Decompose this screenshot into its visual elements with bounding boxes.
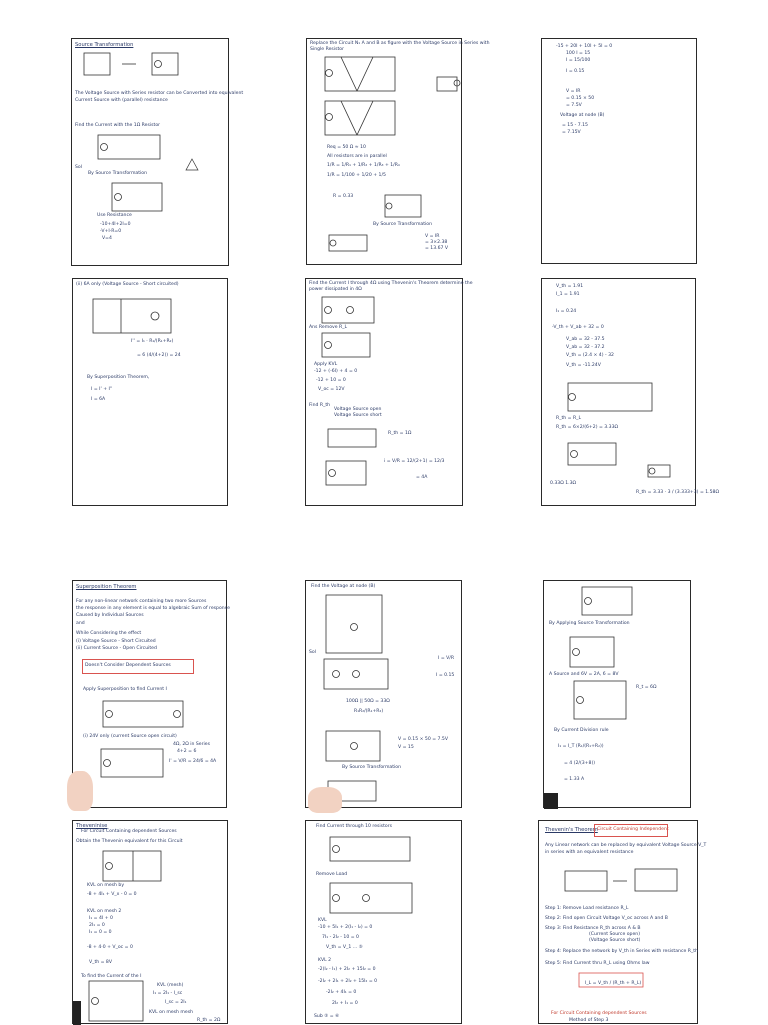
handwritten-note: -8 + 4I₁ + V_x - 0 = 0	[87, 892, 137, 897]
handwritten-note: = 13.67 V	[425, 246, 449, 251]
handwritten-note: Find the Current I through 4Ω using Thevenin's Theorem determine the	[309, 281, 473, 286]
source-symbol	[573, 649, 580, 656]
handwritten-note: -10+4I+2I=0	[100, 222, 131, 227]
handwritten-note: -15 + 20I + 10I + 5I = 0	[556, 44, 613, 49]
finger-thumb	[67, 771, 93, 811]
handwritten-note: Remove Load	[316, 872, 348, 877]
handwritten-note: = 7.15V	[562, 130, 581, 135]
handwritten-note: I = 0.15	[436, 673, 455, 678]
source-symbol	[577, 697, 584, 704]
source-symbol	[92, 998, 99, 1005]
handwritten-note: 100 I = 15	[566, 51, 591, 56]
handwritten-note: Circuit Containing Independent	[597, 827, 669, 832]
handwritten-note: By Source Transformation	[88, 171, 148, 176]
handwritten-note: By Source Transformation	[342, 765, 402, 770]
handwritten-note: i = V/R = 12/(2+1) = 12/3	[384, 459, 445, 464]
handwritten-note: I₁ = 0.24	[556, 309, 577, 314]
handwritten-note: Find the Voltage at node (B)	[311, 584, 376, 589]
source-symbol	[101, 144, 108, 151]
handwritten-note: R_th = 1Ω	[388, 431, 412, 436]
source-symbol	[347, 307, 354, 314]
handwritten-note: (ii) Current Source - Open Circuited	[76, 646, 157, 651]
handwritten-note: R_t = 6Ω	[636, 685, 657, 690]
handwritten-note: I₁ = 0 = 0	[89, 930, 112, 935]
handwritten-note: -12 + (-6I) + 4 = 0	[314, 369, 358, 374]
handwritten-note: R_th = 3.33 · 3 / (3.333+3) = 1.58Ω	[636, 490, 719, 495]
handwritten-note: KVL on mesh by	[87, 883, 125, 888]
wire	[341, 57, 357, 91]
handwritten-note: -V+I·R=0	[100, 229, 122, 234]
handwritten-note: R_th = 6×2/(6+2) = 3.33Ω	[556, 425, 618, 430]
source-symbol	[351, 624, 358, 631]
handwritten-note: For any non-linear network containing two more Sources	[76, 599, 207, 604]
page-thumbnail	[543, 580, 691, 808]
handwritten-note: -12 + 10 = 0	[316, 378, 346, 383]
handwritten-note: V_th = V_1 ... ⑤	[326, 945, 363, 950]
handwritten-note: power dissipated in 4Ω	[309, 287, 362, 292]
handwritten-note: -V_th + V_ab + 32 = 0	[552, 325, 604, 330]
handwritten-note: V = 0.15 × 50 = 7.5V	[398, 737, 448, 742]
handwritten-note: Apply Superposition to find Current I	[83, 687, 167, 692]
circuit-loop	[565, 871, 607, 891]
handwritten-note: Single Resistor	[310, 47, 344, 52]
handwritten-note: KVL on mesh 2	[87, 909, 122, 914]
handwritten-note: Sol	[75, 165, 83, 170]
handwritten-note: the response in any element is equal to algebraic Sum of response	[76, 606, 230, 611]
handwritten-note: = 1.33 A	[564, 777, 585, 782]
handwritten-note: R_th = 2Ω	[197, 1018, 221, 1023]
handwritten-note: I = 0.15	[566, 69, 585, 74]
handwritten-note: 1/R = 1/R₁ + 1/R₂ + 1/R₃ + 1/R₄	[327, 163, 400, 168]
handwritten-note: Thevenin's Theorem	[545, 827, 598, 833]
triangle-symbol	[186, 159, 198, 170]
source-symbol	[325, 342, 332, 349]
handwritten-note: Req = 50 Ω ≈ 10	[327, 145, 366, 150]
handwritten-note: KVL	[318, 918, 327, 923]
page-shadow	[73, 1001, 81, 1025]
page-thumbnail	[72, 278, 228, 506]
circuit-sketch	[544, 581, 690, 807]
source-symbol	[363, 895, 370, 902]
handwritten-note: I_1 = 1.91	[556, 292, 580, 297]
handwritten-note: V_ab = 32 - 37.2	[566, 345, 605, 350]
highlight-box	[82, 659, 194, 674]
handwritten-note: V_ab = 32 - 37.5	[566, 337, 605, 342]
handwritten-note: While Considering the effect	[76, 631, 142, 636]
wire	[357, 57, 373, 91]
source-symbol	[151, 312, 159, 320]
source-symbol	[104, 760, 111, 767]
handwritten-note: I_sc = 2I₁	[165, 1000, 187, 1005]
handwritten-note: Find R_th	[309, 403, 331, 408]
source-symbol	[351, 743, 358, 750]
handwritten-note: = 3×2.38	[425, 240, 448, 245]
page-thumbnail	[305, 278, 473, 506]
finger-thumb	[308, 787, 342, 813]
circuit-loop	[84, 53, 110, 75]
circuit-loop	[330, 837, 410, 861]
handwritten-note: Sol	[309, 650, 317, 655]
page-shadow	[544, 793, 558, 809]
handwritten-note: -8 + 4·0 + V_oc = 0	[87, 945, 133, 950]
handwritten-note: Sub ⑤ = ⑥	[314, 1014, 340, 1019]
handwritten-note: -2I₂ + 2I₁ + 2I₂ + 15I₂ = 0	[318, 979, 378, 984]
handwritten-note: (i) 24V only (current Source open circuit)	[83, 734, 177, 739]
handwritten-note: V = IR	[566, 89, 581, 94]
handwritten-note: (Voltage Source short)	[589, 938, 641, 943]
handwritten-note: Voltage at node (B)	[560, 113, 605, 118]
handwritten-note: For Circuit Containing dependent Sources	[81, 829, 177, 834]
handwritten-note: I = V/R	[438, 656, 455, 661]
source-symbol	[106, 863, 113, 870]
page-thumbnail	[306, 38, 490, 265]
handwritten-note: I' = V/R = 24/6 = 4A	[169, 759, 217, 764]
handwritten-note: Theveninise	[76, 823, 108, 829]
handwritten-note: A Source and 6V = 2A, 6 = 8V	[549, 672, 619, 677]
handwritten-note: -10 + 5I₁ + 2(I₁ - I₂) = 0	[318, 925, 373, 930]
handwritten-note: I = 15/100	[566, 58, 591, 63]
handwritten-note: KVL on mesh mesh	[149, 1010, 194, 1015]
handwritten-note: KVL 2	[318, 958, 332, 963]
handwritten-note: -2I₂ + 4I₁ = 0	[326, 990, 357, 995]
circuit-loop	[328, 429, 376, 447]
handwritten-note: Replace the Circuit N₁ A and B as figure with the Voltage Source in Series with	[310, 41, 490, 46]
handwritten-note: V_th = 1.91	[556, 284, 584, 289]
handwritten-note: Any Linear network can be replaced by equivalent Voltage Source V_T	[545, 843, 707, 848]
handwritten-note: I = I' + I''	[91, 387, 113, 392]
handwritten-note: Step 1: Remove Load resistance R_L	[545, 906, 629, 911]
handwritten-note: By Current Division rule	[554, 728, 609, 733]
handwritten-note: 4+2 = 6	[177, 749, 197, 754]
source-symbol	[326, 70, 333, 77]
handwritten-note: The Voltage Source with Series resistor can be Converted into equivalent	[75, 91, 244, 96]
source-symbol	[174, 711, 181, 718]
handwritten-note: Ans Remove R_L	[309, 325, 348, 330]
handwritten-note: V_th = (2.4 × 4) - 32	[566, 353, 614, 358]
handwritten-note: 0.33Ω 1.3Ω	[550, 481, 577, 486]
handwritten-note: Step 4: Replace the network by V_th in Series with resistance R_th	[545, 949, 698, 954]
handwritten-note: All resistors are in parallel	[327, 154, 387, 159]
handwritten-note: For Circuit Containing dependent Sources	[551, 1011, 647, 1016]
handwritten-note: By Superposition Theorem,	[87, 375, 150, 380]
handwritten-note: Find the Current with the 1Ω Resistor	[75, 123, 161, 128]
handwritten-note: (i) Voltage Source - Short Circuited	[76, 639, 156, 644]
handwritten-note: V = IR	[425, 234, 440, 239]
circuit-sketch	[72, 39, 228, 265]
handwritten-note: V = 15	[398, 745, 414, 750]
source-symbol	[333, 846, 340, 853]
source-symbol	[571, 451, 578, 458]
handwritten-note: Voltage Source open	[334, 407, 382, 412]
circuit-sketch	[73, 821, 227, 1023]
handwritten-note: R = 0.33	[333, 194, 354, 199]
handwritten-note: V_oc = 12V	[318, 387, 345, 392]
source-symbol	[329, 470, 336, 477]
wire	[341, 101, 357, 135]
source-symbol	[333, 895, 340, 902]
handwritten-note: Caused by Individual Sources	[76, 613, 144, 618]
handwritten-note: Source Transformation	[75, 42, 134, 48]
page-thumbnail	[538, 820, 707, 1024]
wire	[357, 101, 373, 135]
handwritten-note: in series with an equivalent resistance	[545, 850, 634, 855]
circuit-loop	[635, 869, 677, 891]
source-symbol	[330, 240, 336, 246]
handwritten-note: V_th = -11.24V	[566, 363, 601, 368]
page-thumbnail	[72, 580, 230, 808]
page-thumbnail	[541, 278, 719, 506]
source-symbol	[326, 114, 333, 121]
handwritten-note: 4Ω, 2Ω in Series	[173, 742, 211, 747]
handwritten-note: = 4 (2/(3+8))	[564, 761, 596, 766]
handwritten-note: Superposition Theorem	[76, 584, 137, 590]
source-symbol	[333, 671, 340, 678]
handwritten-note: 1/R = 1/100 + 1/20 + 1/5	[327, 173, 386, 178]
handwritten-note: KVL (mesh)	[157, 983, 184, 988]
handwritten-note: Step 5: Find Current thru R_L using Ohms law	[545, 961, 650, 966]
handwritten-note: 100Ω || 50Ω = 33Ω	[346, 699, 390, 704]
handwritten-note: 2I₂ + I₁ = 0	[332, 1001, 358, 1006]
handwritten-note: I'' = I₁ · R₁/(R₁+R₂)	[131, 339, 174, 344]
handwritten-note: Step 3: Find Resistance R_th across A & B	[545, 926, 641, 931]
handwritten-note: To find the Current of the I	[81, 974, 142, 979]
circuit-loop	[330, 883, 412, 913]
source-symbol	[325, 307, 332, 314]
source-symbol	[106, 711, 113, 718]
handwritten-note: Apply KVL	[314, 362, 338, 367]
source-symbol	[569, 394, 576, 401]
page-thumbnail	[72, 820, 228, 1024]
handwritten-note: = 7.5V	[566, 103, 582, 108]
page-thumbnail	[305, 820, 462, 1024]
handwritten-note: (ii) 6A only (Voltage Source - Short circuited)	[76, 282, 179, 287]
handwritten-note: = 0.15 × 50	[566, 96, 595, 101]
circuit-loop	[325, 57, 395, 91]
source-symbol	[155, 61, 162, 68]
handwritten-note: I₁ = I_T (R₁/(R₁+R₂))	[558, 744, 604, 749]
handwritten-note: I₁ = 4I + 0	[89, 916, 113, 921]
handwritten-note: V_th = 8V	[89, 960, 112, 965]
handwritten-note: (Current Source open)	[589, 932, 640, 937]
highlight-box	[594, 824, 668, 837]
handwritten-note: Obtain the Thevenin equivalent for this Circuit	[76, 839, 183, 844]
source-symbol	[585, 598, 592, 605]
handwritten-note: By Source Transformation	[373, 222, 433, 227]
handwritten-note: V=4	[102, 236, 112, 241]
handwritten-note: -2(I₂ - I₁) + 2I₂ + 15I₂ = 0	[318, 967, 376, 972]
circuit-loop	[103, 701, 183, 727]
source-symbol	[386, 203, 392, 209]
handwritten-note: I₁ = 2I₁ - I_sc	[153, 991, 183, 996]
circuit-sketch	[306, 581, 461, 807]
handwritten-note: Current Source with (parallel) resistance	[75, 98, 168, 103]
page-thumbnail	[305, 580, 462, 808]
handwritten-note: I = 6A	[91, 397, 106, 402]
handwritten-note: and	[76, 621, 85, 626]
handwritten-note: Voltage Source short	[334, 413, 382, 418]
circuit-loop	[568, 383, 652, 411]
handwritten-note: By Applying Source Transformation	[549, 621, 630, 626]
page-thumbnail	[71, 38, 244, 266]
source-symbol	[115, 194, 122, 201]
handwritten-note: Method of Step 3	[569, 1018, 609, 1023]
handwritten-note: 7I₁ - 2I₂ - 10 = 0	[322, 935, 359, 940]
handwritten-note: R₁R₂/(R₁+R₂)	[354, 709, 384, 714]
handwritten-note: Use Resistance	[97, 213, 132, 218]
handwritten-note: = 15 - 7.15	[562, 123, 588, 128]
handwritten-note: = 4A	[416, 475, 428, 480]
handwritten-note: = 6 (4/(4+2)) = 24	[137, 353, 181, 358]
circuit-sketch	[307, 39, 461, 264]
page-thumbnail	[541, 38, 697, 264]
source-symbol	[353, 671, 360, 678]
handwritten-note: 2I₁ = 0	[89, 923, 105, 928]
source-symbol	[649, 468, 655, 474]
handwritten-note: R_th = R_L	[556, 416, 582, 421]
handwritten-note: Doesn't Consider Dependent Sources	[85, 663, 171, 668]
handwritten-note: Find Current through 10 resistors	[316, 824, 392, 829]
handwritten-note: Step 2: Find open Circuit Voltage V_oc across A and B	[545, 916, 668, 921]
handwritten-note: I_L = V_th / (R_th + R_L)	[585, 981, 642, 986]
circuit-loop	[325, 101, 395, 135]
